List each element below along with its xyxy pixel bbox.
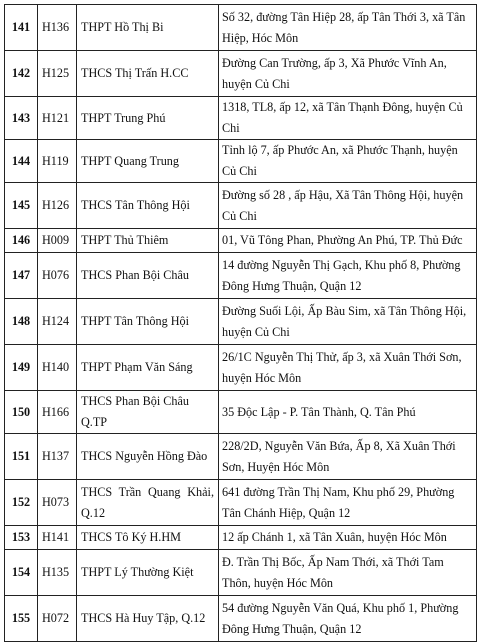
school-code: H124	[38, 299, 77, 345]
school-name: THCS Phan Bội Châu	[77, 253, 219, 299]
row-number: 153	[5, 526, 38, 550]
school-address: 228/2D, Nguyễn Văn Bứa, Ấp 8, Xã Xuân Thới Sơn, Huyện Hóc Môn	[219, 434, 477, 480]
row-number: 144	[5, 140, 38, 183]
school-address: Đường số 28 , ấp Hậu, Xã Tân Thông Hội, huyện Củ Chi	[219, 183, 477, 229]
row-number: 152	[5, 480, 38, 526]
table-row	[5, 434, 477, 480]
row-number: 148	[5, 299, 38, 345]
school-code: H073	[38, 480, 77, 526]
school-name: THCS Phan Bội Châu Q.TP	[77, 391, 219, 434]
row-number: 141	[5, 5, 38, 51]
school-address: 12 ấp Chánh 1, xã Tân Xuân, huyện Hóc Môn	[219, 526, 477, 550]
school-address: 35 Độc Lập - P. Tân Thành, Q. Tân Phú	[219, 391, 477, 434]
school-name: THPT Hồ Thị Bi	[77, 5, 219, 51]
row-number: 142	[5, 51, 38, 97]
school-name: THCS Hà Huy Tập, Q.12	[77, 596, 219, 642]
row-number: 145	[5, 183, 38, 229]
school-address: Số 32, đường Tân Hiệp 28, ấp Tân Thới 3, xã Tân Hiệp, Hóc Môn	[219, 5, 477, 51]
table-row	[5, 253, 477, 299]
page-content	[4, 4, 477, 642]
school-name: THPT Trung Phú	[77, 97, 219, 140]
table-row	[5, 526, 477, 550]
school-code: H141	[38, 526, 77, 550]
table-row	[5, 345, 477, 391]
school-address: Tỉnh lộ 7, ấp Phước An, xã Phước Thạnh, huyện Củ Chi	[219, 140, 477, 183]
school-list-table	[4, 4, 477, 642]
school-code: H166	[38, 391, 77, 434]
table-row	[5, 5, 477, 51]
table-row	[5, 596, 477, 642]
school-address: Đường Suối Lội, Ấp Bàu Sim, xã Tân Thông Hội, huyện Củ Chi	[219, 299, 477, 345]
school-name: THPT Thủ Thiêm	[77, 229, 219, 253]
school-address: 01, Vũ Tông Phan, Phường An Phú, TP. Thủ Đức	[219, 229, 477, 253]
row-number: 151	[5, 434, 38, 480]
school-code: H137	[38, 434, 77, 480]
school-code: H140	[38, 345, 77, 391]
school-address: Đ. Trần Thị Bốc, Ấp Nam Thới, xã Thới Tam Thôn, huyện Hóc Môn	[219, 550, 477, 596]
row-number: 143	[5, 97, 38, 140]
school-name: THCS Nguyễn Hồng Đào	[77, 434, 219, 480]
table-row	[5, 299, 477, 345]
school-code: H076	[38, 253, 77, 299]
school-name: THPT Phạm Văn Sáng	[77, 345, 219, 391]
row-number: 146	[5, 229, 38, 253]
school-code: H072	[38, 596, 77, 642]
school-code: H125	[38, 51, 77, 97]
table-row	[5, 183, 477, 229]
school-code: H136	[38, 5, 77, 51]
school-code: H135	[38, 550, 77, 596]
school-name: THPT Lý Thường Kiệt	[77, 550, 219, 596]
school-name: THPT Tân Thông Hội	[77, 299, 219, 345]
table-row	[5, 140, 477, 183]
school-code: H009	[38, 229, 77, 253]
row-number: 154	[5, 550, 38, 596]
school-address: Đường Can Trường, ấp 3, Xã Phước Vĩnh An, huyện Củ Chi	[219, 51, 477, 97]
school-name: THCS Tô Ký H.HM	[77, 526, 219, 550]
table-row	[5, 229, 477, 253]
school-name: THCS Trần Quang Khải, Q.12	[77, 480, 219, 526]
school-name: THCS Thị Trấn H.CC	[77, 51, 219, 97]
school-name: THCS Tân Thông Hội	[77, 183, 219, 229]
school-name: THPT Quang Trung	[77, 140, 219, 183]
table-row	[5, 51, 477, 97]
school-code: H121	[38, 97, 77, 140]
table-row	[5, 550, 477, 596]
table-row	[5, 391, 477, 434]
school-code: H126	[38, 183, 77, 229]
school-address: 641 đường Trần Thị Nam, Khu phố 29, Phường Tân Chánh Hiệp, Quận 12	[219, 480, 477, 526]
school-address: 14 đường Nguyễn Thị Gạch, Khu phố 8, Phường Đông Hưng Thuận, Quận 12	[219, 253, 477, 299]
row-number: 149	[5, 345, 38, 391]
row-number: 155	[5, 596, 38, 642]
table-row	[5, 97, 477, 140]
school-address: 1318, TL8, ấp 12, xã Tân Thạnh Đông, huyện Củ Chi	[219, 97, 477, 140]
school-code: H119	[38, 140, 77, 183]
school-address: 26/1C Nguyễn Thị Thử, ấp 3, xã Xuân Thới Sơn, huyện Hóc Môn	[219, 345, 477, 391]
row-number: 147	[5, 253, 38, 299]
school-address: 54 đường Nguyễn Văn Quá, Khu phố 1, Phường Đông Hưng Thuận, Quận 12	[219, 596, 477, 642]
table-row	[5, 480, 477, 526]
row-number: 150	[5, 391, 38, 434]
